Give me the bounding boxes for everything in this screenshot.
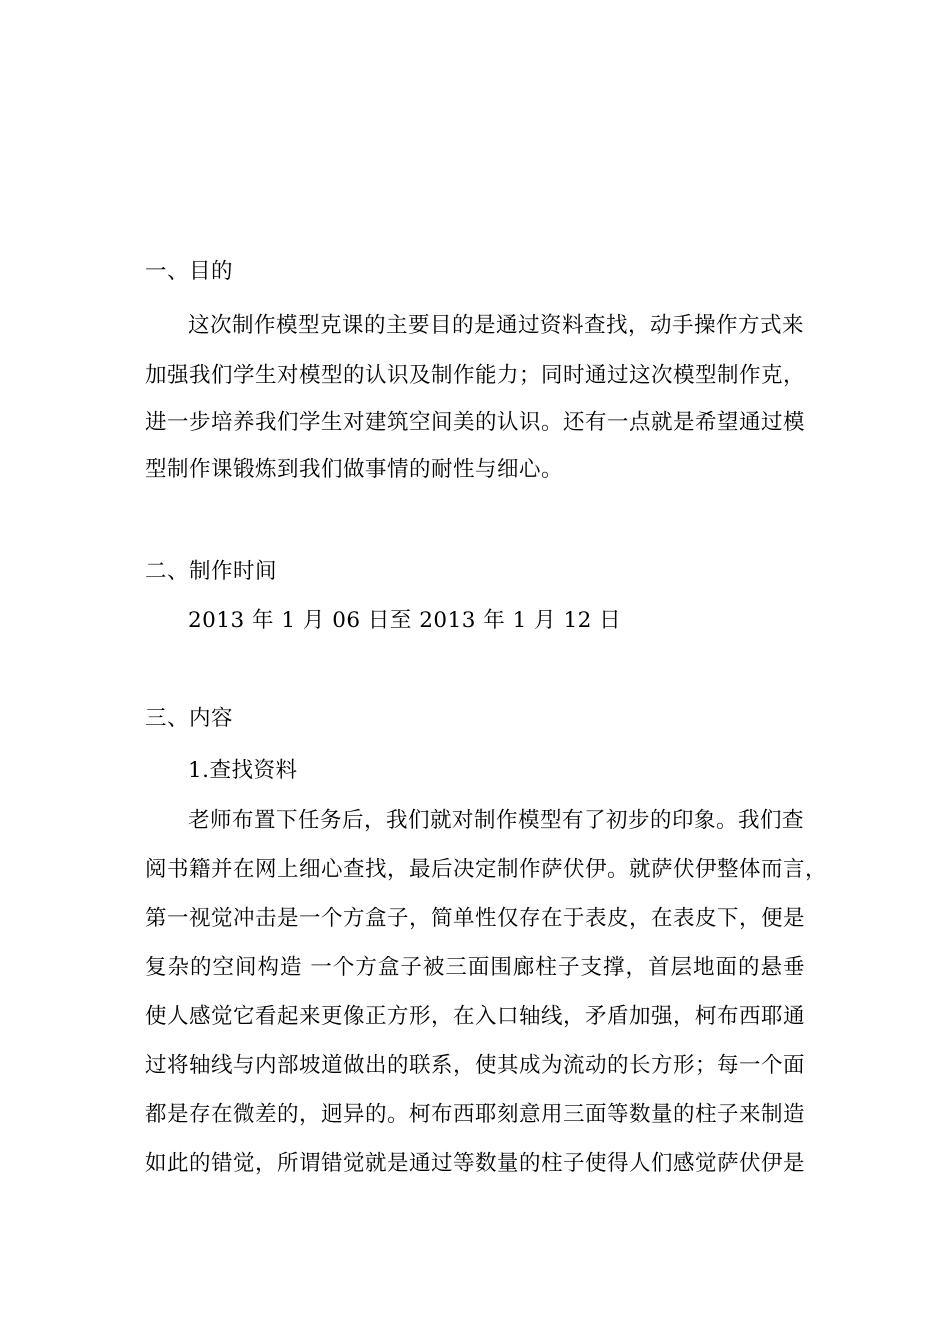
- paragraph-line: 如此的错觉，所谓错觉就是通过等数量的柱子使得人们感觉萨伏伊是: [145, 1151, 806, 1176]
- section-heading-content: 三、内容: [145, 706, 234, 731]
- paragraph-line: 都是存在微差的，迥异的。柯布西耶刻意用三面等数量的柱子来制造: [145, 1102, 806, 1127]
- paragraph-line: 加强我们学生对模型的认识及制作能力；同时通过这次模型制作克，: [145, 363, 806, 388]
- section-heading-time: 二、制作时间: [145, 559, 278, 584]
- paragraph-line: 阅书籍并在网上细心查找，最后决定制作萨伏伊。就萨伏伊整体而言，: [145, 857, 828, 882]
- date-range-text: 2013 年 1 月 06 日至 2013 年 1 月 12 日: [188, 608, 622, 633]
- section-heading-purpose: 一、目的: [145, 259, 234, 284]
- paragraph-line: 第一视觉冲击是一个方盒子，简单性仅存在于表皮，在表皮下，便是: [145, 906, 806, 931]
- paragraph-line: 进一步培养我们学生对建筑空间美的认识。还有一点就是希望通过模: [145, 410, 806, 435]
- paragraph-line: 这次制作模型克课的主要目的是通过资料查找，动手操作方式来: [188, 313, 805, 338]
- paragraph-line: 过将轴线与内部坡道做出的联系，使其成为流动的长方形；每一个面: [145, 1053, 806, 1078]
- subheading-research: 1.查找资料: [188, 758, 298, 783]
- paragraph-line: 复杂的空间构造 一个方盒子被三面围廊柱子支撑，首层地面的悬垂: [145, 955, 805, 980]
- paragraph-line: 使人感觉它看起来更像正方形，在入口轴线，矛盾加强，柯布西耶通: [145, 1004, 806, 1029]
- paragraph-line: 型制作课锻炼到我们做事情的耐性与细心。: [145, 457, 564, 482]
- paragraph-line: 老师布置下任务后，我们就对制作模型有了初步的印象。我们查: [188, 808, 805, 833]
